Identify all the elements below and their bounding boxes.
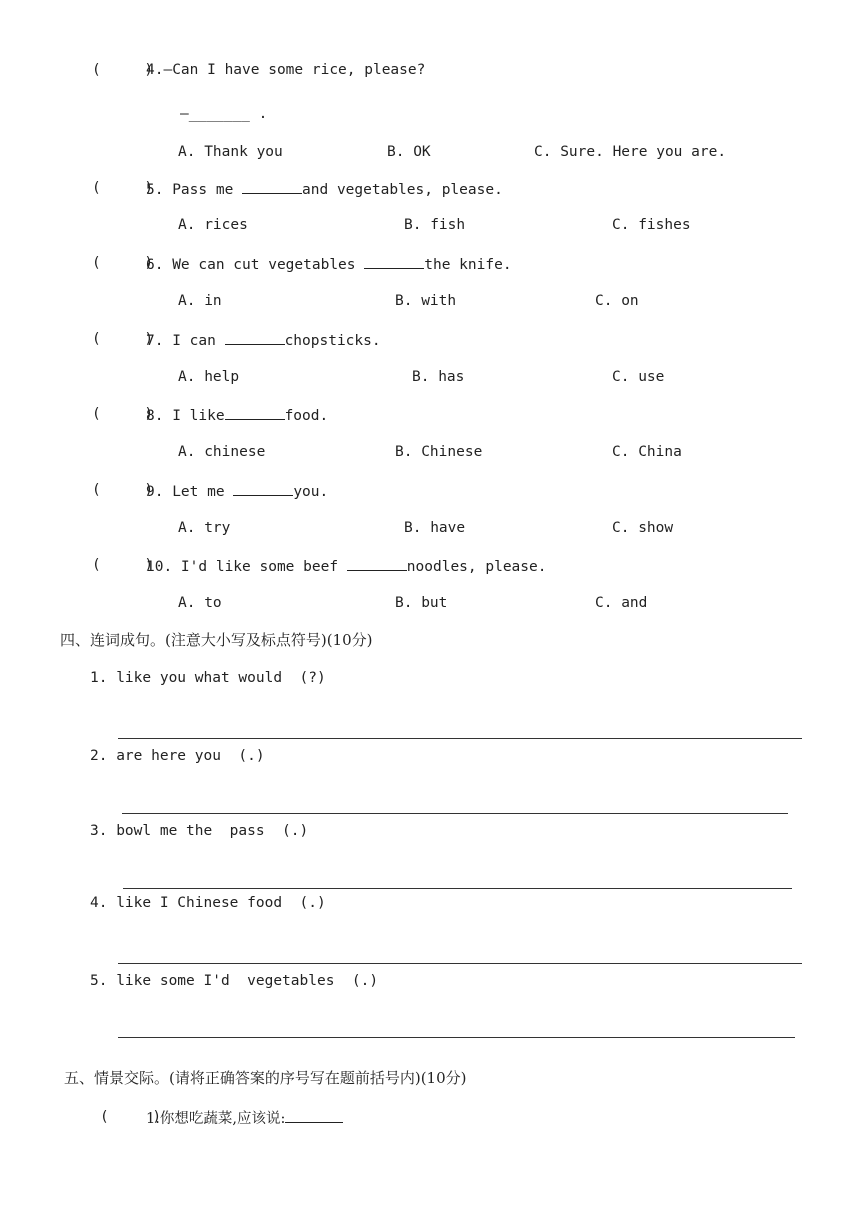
question-stem xyxy=(146,405,328,425)
answer-paren[interactable]: ( ) xyxy=(92,255,154,271)
answer-paren[interactable]: ( ) xyxy=(92,557,154,573)
question-stem xyxy=(146,179,503,199)
option-b: B. fish xyxy=(404,217,466,233)
scramble-item: 1. like you what would (?) xyxy=(90,670,326,686)
answer-line[interactable] xyxy=(118,1037,795,1038)
option-a: A. chinese xyxy=(178,444,266,460)
option-c: C. Sure. Here you are. xyxy=(534,144,727,160)
option-c: C. China xyxy=(612,444,682,460)
answer-paren[interactable]: ( ) xyxy=(92,62,154,78)
answer-paren[interactable]: ( ) xyxy=(92,180,154,196)
answer-line[interactable] xyxy=(118,963,802,964)
fill-blank[interactable] xyxy=(285,1108,343,1123)
stem-part: 7. I can xyxy=(146,333,225,349)
stem-part: 8. I like xyxy=(146,408,225,424)
stem-part: 5. Pass me xyxy=(146,182,243,198)
option-c: C. fishes xyxy=(612,217,691,233)
option-c: C. and xyxy=(595,595,648,611)
option-c: C. on xyxy=(595,293,639,309)
option-b: B. with xyxy=(395,293,457,309)
question-stem xyxy=(146,1108,343,1128)
option-b: B. have xyxy=(404,520,466,536)
answer-paren[interactable]: ( ) xyxy=(92,331,154,347)
question-stem xyxy=(146,330,381,350)
answer-line[interactable] xyxy=(118,738,802,739)
option-b: B. OK xyxy=(387,144,431,160)
option-a: A. help xyxy=(178,369,240,385)
answer-line[interactable] xyxy=(123,888,792,889)
stem-part: 9. Let me xyxy=(146,484,234,500)
option-b: B. has xyxy=(412,369,465,385)
fill-blank[interactable] xyxy=(364,254,424,269)
section-title: 四、连词成句。(注意大小写及标点符号)(10分) xyxy=(60,631,373,649)
option-b: B. Chinese xyxy=(395,444,483,460)
stem-part: you. xyxy=(293,484,329,500)
option-a: A. try xyxy=(178,520,231,536)
stem-part: chopsticks. xyxy=(284,333,381,349)
option-a: A. in xyxy=(178,293,222,309)
fill-blank[interactable] xyxy=(225,405,285,420)
dialog-response: —_______ . xyxy=(180,106,268,122)
scramble-item: 3. bowl me the pass (.) xyxy=(90,823,309,839)
option-c: C. use xyxy=(612,369,665,385)
section-title: 五、情景交际。(请将正确答案的序号写在题前括号内)(10分) xyxy=(64,1069,467,1087)
option-b: B. but xyxy=(395,595,448,611)
answer-paren[interactable]: ( ) xyxy=(92,482,154,498)
question-stem xyxy=(146,254,512,274)
fill-blank[interactable] xyxy=(242,179,302,194)
answer-paren[interactable]: ( ) xyxy=(92,406,154,422)
option-a: A. to xyxy=(178,595,222,611)
scramble-item: 5. like some I'd vegetables (.) xyxy=(90,973,379,989)
scramble-item: 4. like I Chinese food (.) xyxy=(90,895,326,911)
question-stem xyxy=(146,481,328,501)
stem-part: and vegetables, please. xyxy=(302,182,503,198)
stem-part: 10. I'd like some beef xyxy=(146,559,347,575)
stem-part: 6. We can cut vegetables xyxy=(146,257,365,273)
scramble-item: 2. are here you (.) xyxy=(90,748,265,764)
stem-part: 1.你想吃蔬菜,应该说: xyxy=(146,1111,286,1127)
question-stem: 4.—Can I have some rice, please? xyxy=(146,62,426,78)
option-a: A. rices xyxy=(178,217,248,233)
fill-blank[interactable] xyxy=(347,556,407,571)
fill-blank[interactable] xyxy=(225,330,285,345)
answer-line[interactable] xyxy=(122,813,788,814)
stem-part: noodles, please. xyxy=(406,559,547,575)
stem-part: food. xyxy=(284,408,329,424)
stem-part: the knife. xyxy=(424,257,512,273)
fill-blank[interactable] xyxy=(233,481,293,496)
answer-paren[interactable]: ( ) xyxy=(100,1109,162,1125)
option-a: A. Thank you xyxy=(178,144,283,160)
option-c: C. show xyxy=(612,520,674,536)
question-stem xyxy=(146,556,546,576)
